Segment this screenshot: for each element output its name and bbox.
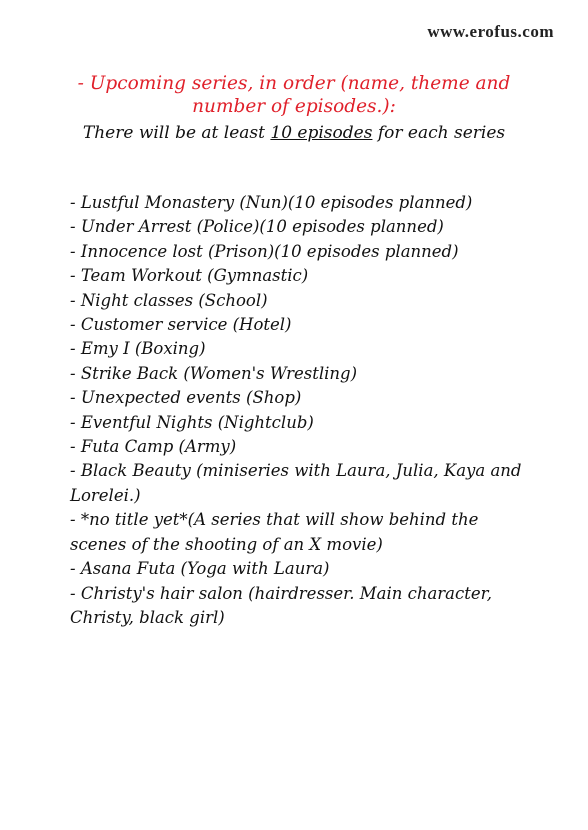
list-item: - Black Beauty (miniseries with Laura, Julia, Kaya and Lorelei.) bbox=[70, 461, 522, 505]
subheading-underlined: 10 episodes bbox=[270, 123, 373, 143]
list-item: - Unexpected events (Shop) bbox=[70, 388, 302, 408]
list-item: - *no title yet*(A series that will show behind the scenes of the shooting of an X movie) bbox=[70, 510, 479, 554]
list-item: - Futa Camp (Army) bbox=[70, 437, 237, 457]
list-item: - Under Arrest (Police)(10 episodes planned) bbox=[70, 217, 444, 237]
list-item: - Night classes (School) bbox=[70, 290, 268, 310]
list-item: - Christy's hair salon (hairdresser. Main character, Christy, black girl) bbox=[70, 583, 492, 627]
subheading-suffix: for each series bbox=[372, 123, 506, 143]
list-item: - Innocence lost (Prison)(10 episodes planned) bbox=[70, 241, 459, 261]
series-list bbox=[70, 191, 530, 630]
list-item: - Asana Futa (Yoga with Laura) bbox=[70, 559, 330, 579]
list-item: - Team Workout (Gymnastic) bbox=[70, 266, 309, 286]
subheading-prefix: There will be at least bbox=[82, 123, 271, 143]
list-item: - Emy I (Boxing) bbox=[70, 339, 206, 359]
list-item: - Strike Back (Women's Wrestling) bbox=[70, 363, 358, 383]
list-item: - Lustful Monastery (Nun)(10 episodes planned) bbox=[70, 193, 473, 212]
page-heading: - Upcoming series, in order (name, theme and number of episodes.): bbox=[77, 73, 511, 117]
page-subheading bbox=[40, 122, 548, 144]
site-watermark: www.erofus.com bbox=[427, 22, 554, 41]
list-item: - Eventful Nights (Nightclub) bbox=[70, 412, 314, 432]
list-item: - Customer service (Hotel) bbox=[70, 315, 292, 335]
